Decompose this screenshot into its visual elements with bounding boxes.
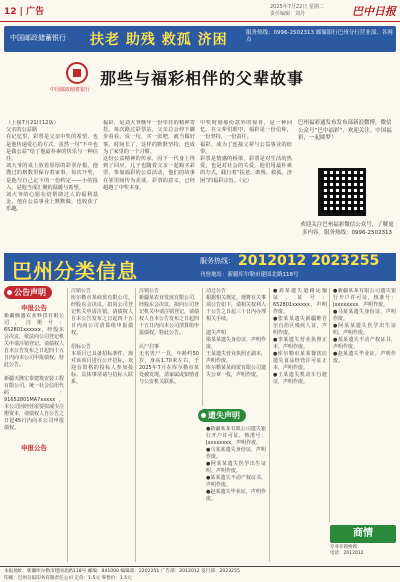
- welfare-lottery-logo-icon: [66, 62, 88, 84]
- classified-column-e: ●刘某遗失道路运输证，证号：652801xxxxxx，声明作废。 ●张某某遗失新疆维吾尔自治区残疾人证，声明作废。 ●李某遗失营业执照正本，声明作废。 ●库尔勒市某某餐饮店遗失食品经营许可证正本，声明作废。 ●王某遗失机动车行驶证，声明作废。: [273, 288, 327, 385]
- feature-headline: 那些与福彩相伴的父辈故事: [100, 69, 305, 88]
- qr-code-icon: [318, 168, 366, 216]
- editor-line: 责任编辑：刘丹: [270, 10, 306, 17]
- classified-title: 巴州分类信息: [12, 259, 138, 283]
- classified-column-a: 新疆腾盛农业科技有限公司，注册号：652801xxxxxx，经股东会决议，依法向公司登记机关申请注销登记。请债权人自本公告发布之日起四十五日内向本公司申报债权。特此公告。 新疆天隆宏泰建筑安装工程有限公司，统一社会信用代码：91652801MA7xxxxx，本公司因经营需要拟减少注册资本，请债权人自公告之日起45日内向本公司申报债权。: [4, 313, 64, 431]
- notice-subtitle-2: 申报公告: [21, 444, 47, 452]
- classified-column-b: 注销公告 库尔勒市某商贸有限公司，经股东会决议，拟向公司登记机关申请注销，请债权人自本公告发布之日起四十五日内向公司清算组申报债权。 招标公告 本项目已具备招标条件，现对该项目进行公开招标，欢迎有资格的投标人参加投标，具体事项请与招标人联系。: [71, 288, 133, 385]
- page-label: 12 | 广告: [4, 7, 45, 17]
- date-block: [270, 4, 324, 17]
- feature-column-3: 中奖时刻那份意外的惊喜，是一种回忆。在父辈们眼中，福彩是一份信仰，一份坚持，一份责任。 福彩，成为了连接父辈与公益事业的纽带。 彩票是情感的桥梁，彩票是对生活的热爱，也是对社会的关爱。他们用最朴素的方式，践行着“扶老、助残、救孤、济困”的福彩宗旨。（完）: [200, 120, 292, 184]
- classified-address: 刊登地址：新疆库尔勒市建国北路118号: [200, 272, 299, 278]
- page-footer: [0, 566, 400, 582]
- logo-caption: 中国邮政储蓄银行: [50, 87, 91, 93]
- lost-section-tag: 遗失声明: [198, 409, 246, 422]
- banner-slogan: 扶老 助残 救孤 济困: [90, 32, 228, 48]
- feature-column-2: 福彩，是刘大爷晚年一份牵挂的精神寄托。每次路过彩票站，父亲总会停下脚步看看，说一句，买一张吧，就当做好事。时间长了，这样的默默坚持，也成为了家里的一个习惯。 这份公益精神的传承，因下一代身上得到了回应。儿子也随着父亲一起购买彩票，参加福彩的公益活动，他们的故事在邻里间传为美谈，彩票的意义，已经超越了中奖本身。: [103, 120, 195, 191]
- qr-caption: 欢迎关注巴州福彩微信公众号，了解更多内容。服务热线：0996-2502313: [300, 222, 394, 236]
- column-divider: [202, 288, 203, 406]
- column-divider: [329, 288, 330, 522]
- classified-hotline-label: 服务热线：: [200, 257, 235, 265]
- column-divider: [67, 288, 68, 562]
- page-header: [0, 0, 400, 22]
- classified-column-d: 动迁公告 根据相关规定，现将有关事项公告如下，请相关权利人于公告之日起三十日内办理相关手续。 遗失声明 梁某某遗失身份证，声明作废。 王某遗失营业执照正副本，声明作废。 库尔勒某某商贸有限公司遗失公章一枚，声明作废。: [206, 288, 266, 378]
- classified-column-f: ●新疆某某有限公司遗失银行开户许可证，核准号：Jxxxxxxxx，声明作废。 ●马某某遗失身份证，声明作废。 ●阿某某遗失医学出生证明，声明作废。 ●某某遗失不动产权证书，声明作废。 ●赵某遗失毕业证，声明作废。: [333, 288, 396, 364]
- classified-hotline-numbers: 2012012 2023255: [238, 253, 380, 269]
- classified-column-c: 注销公告 新疆某农业发展有限公司，经股东会决议，拟向公司登记机关申请注销登记，请债权人自本公告发布之日起四十五日内向本公司清算组申报债权。特此公告。 认尸启事 无名男尸一具，年龄约50岁，身高1.70米左右，于2025年7月在库尔勒市某处被发现，请家属或知情者与公安机关联系。: [139, 288, 199, 385]
- shangqing-section-tag: 商情: [330, 525, 396, 543]
- classified-banner: [4, 253, 396, 281]
- footer-line-2: 印刷：巴州日报印务有限责任公司 定价：1.5元 零售价：1.5元: [4, 576, 132, 581]
- column-divider: [135, 288, 136, 562]
- column-divider: [269, 288, 270, 562]
- qr-intro-text: 巴州福彩通发布发布部新浪微博，微信公众号“巴中福彩”，欢迎关注。中国福彩，一起圆梦！: [298, 120, 392, 141]
- classified-column-d-lower: ●新疆某某有限公司遗失银行开户许可证，核准号：Jxxxxxxxx，声明作废。 ●马某某遗失身份证，声明作废。 ●阿某某遗失医学出生证明，声明作废。 ●某某遗失不动产权证书，声明作废。 ●赵某遗失毕业证，声明作废。: [206, 426, 266, 502]
- bank-name: 中国邮政储蓄银行: [10, 34, 66, 42]
- date-line: 2025年7月22日 星期二: [270, 4, 324, 10]
- notice-section-tag: 公告声明: [4, 286, 52, 299]
- feature-column-1: （上接7月21日12版） 父亲的公益路 在记忆里，彩票是父亲中奖的希望，也是他传递爱心的方式。虽然一句“不中也是做公益”给了他最朴素的快乐与一种信任。 刘大爷的桌上放着厚厚的彩票存根，他搜过的格数里保存着家事，每次开奖，是他与自己定下的一份约定——小的投入，是他当成汇聚的温暖与希望。 刘大爷的心愿在给帮助过人的福利基金。他在公益事业上默默做，也收获了乐趣。: [6, 120, 98, 213]
- banner-hotline: 服务热线：0996-2502313 邮储银行巴州分行营业部、各网点: [246, 30, 393, 43]
- notice-subtitle-1: 申报公告: [21, 304, 47, 312]
- bank-banner-ad: [4, 26, 396, 52]
- newspaper-brand: 巴中日报: [352, 5, 396, 18]
- footer-line-1: 本报地址：新疆库尔勒市建国北路118号 邮编：841000 编辑部：2202251 广告部：2012012 发行部：2023255: [4, 569, 240, 574]
- shangqing-body: 专业开锁换锁 电话：2012012: [330, 545, 364, 556]
